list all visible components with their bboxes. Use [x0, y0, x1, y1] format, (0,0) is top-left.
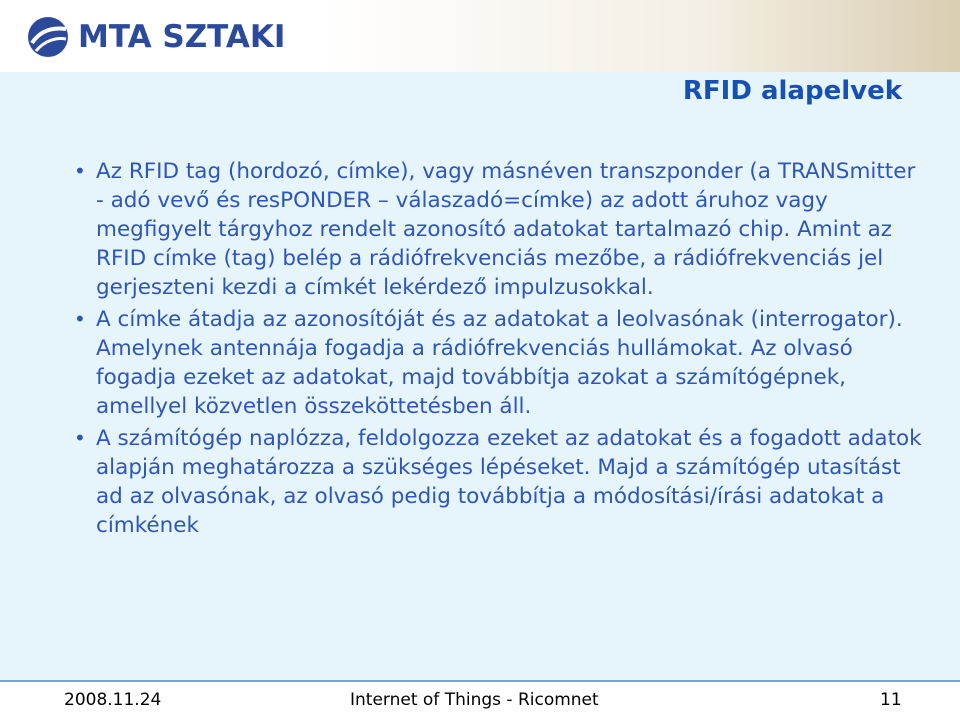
- bullet-text: A címke átadja az azonosítóját és az adatokat a leolvasónak (interrogator). Amelynek antennája fogadja a rádiófrekvenciás hullámokat. Az olvasó fogadja ezeket az adatokat, majd továbbítja azokat a számítógépnek, amellyel közvetlen összeköttetésben áll.: [96, 307, 903, 419]
- slide-header: [0, 0, 960, 72]
- slide-footer: [0, 680, 960, 722]
- page-number: 11: [880, 690, 902, 710]
- slide-body: [64, 157, 924, 543]
- footer-date: 2008.11.24: [64, 690, 162, 710]
- footer-title: Internet of Things - Ricomnet: [350, 690, 599, 710]
- bullet-text: Az RFID tag (hordozó, címke), vagy másnéven transzponder (a TRANSmitter - adó vevő és resPONDER – válaszadó=címke) az adott áruhoz vagy megfigyelt tárgyhoz rendelt azonosító adatokat tartalmazó chip. Amint az RFID címke (tag) belép a rádiófrekvenciás mezőbe, a rádiófrekvenciás jel gerjeszteni kezdi a címkét lekérdező impulzusokkal.: [96, 159, 916, 300]
- bullet-item: [64, 157, 924, 302]
- bullet-icon: •: [74, 307, 86, 331]
- slide-title: RFID alapelvek: [682, 76, 902, 106]
- bullet-item: [64, 305, 924, 421]
- bullet-icon: •: [74, 426, 86, 450]
- bullet-text: A számítógép naplózza, feldolgozza ezeket az adatokat és a fogadott adatok alapján meghatározza a szükséges lépéseket. Majd a számítógép utasítást ad az olvasónak, az olvasó pedig továbbítja a módosítási/írási adatokat a címkének: [96, 426, 922, 538]
- sztaki-globe-icon: [26, 15, 70, 59]
- bullet-icon: •: [74, 159, 86, 183]
- header-background-image: [320, 0, 960, 72]
- logo-text: MTA SZTAKI: [78, 19, 286, 55]
- bullet-item: [64, 424, 924, 540]
- sztaki-logo: [26, 14, 285, 60]
